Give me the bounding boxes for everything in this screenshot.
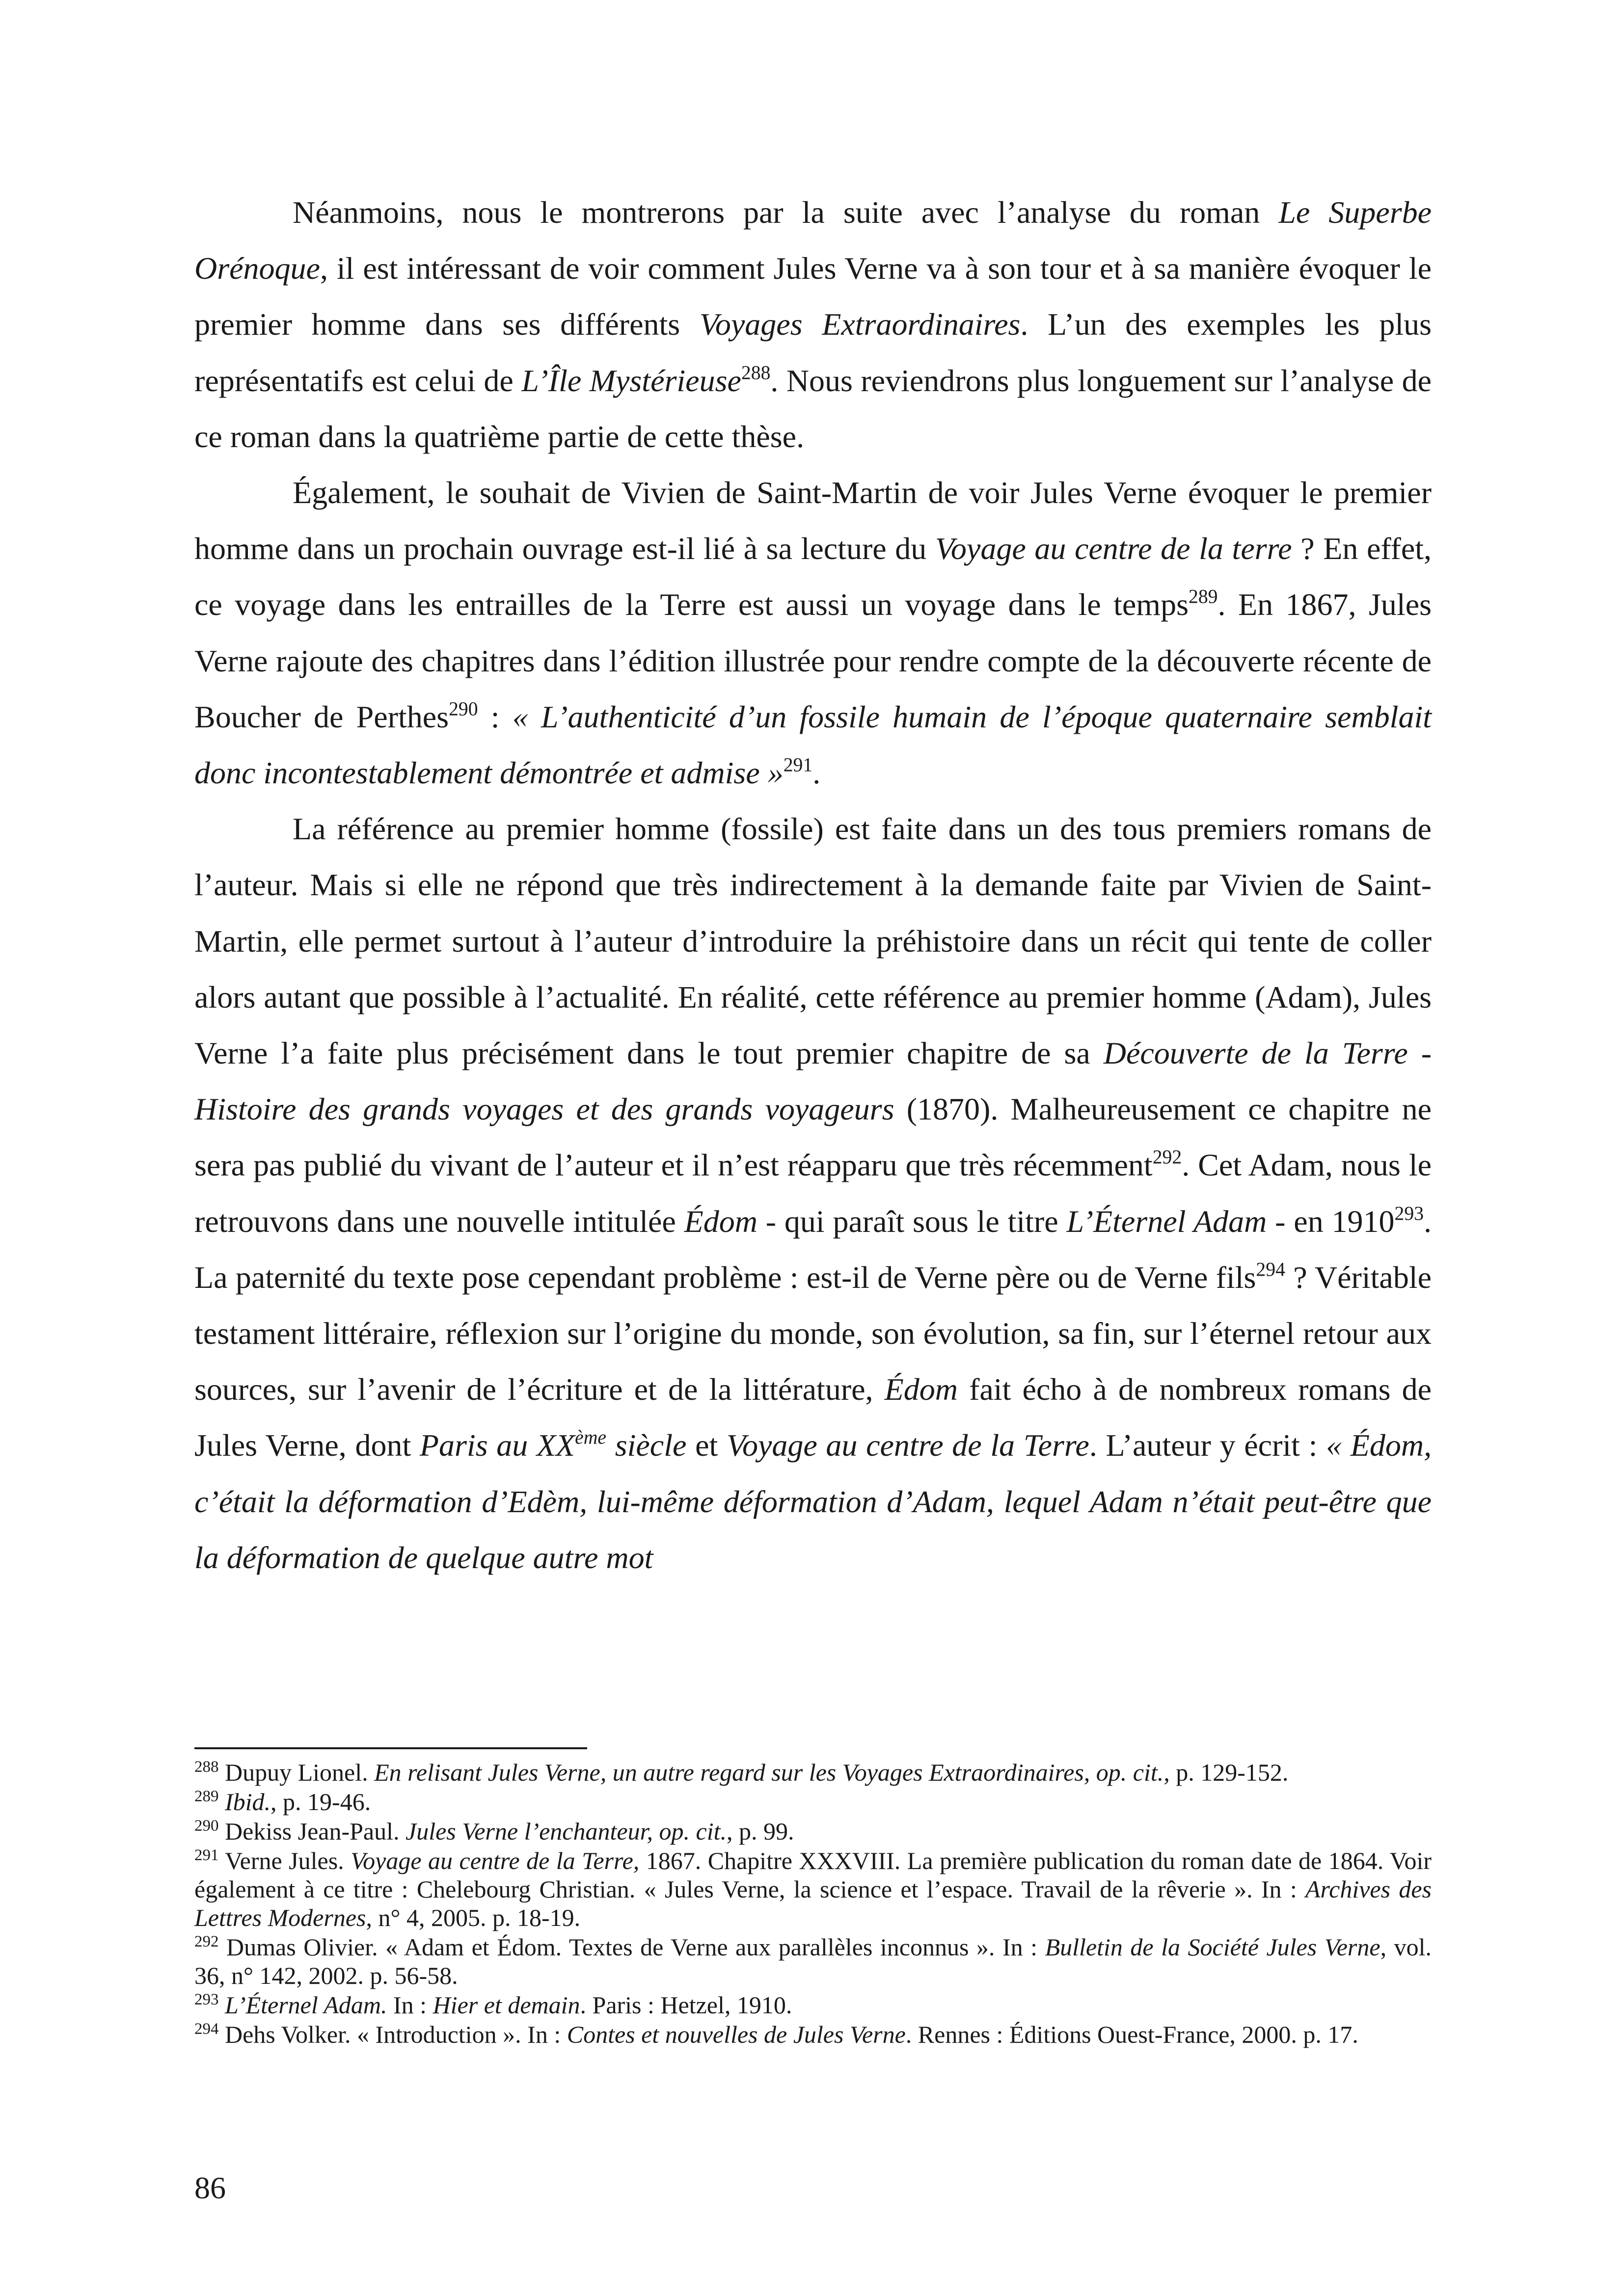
italic-text: « Édom, c’était la déformation d’Edèm, lui-même déformation d’Adam, lequel Adam n’était peut-être que la déformation de quelque autre mot (194, 1428, 1432, 1575)
italic-text: Contes et nouvelles de Jules Verne (567, 2021, 906, 2048)
footnote-number: 289 (194, 1787, 219, 1805)
footnote-reference: 292 (1152, 1146, 1182, 1168)
footnote (194, 1933, 1432, 1990)
footnote-number: 294 (194, 2020, 219, 2038)
footnote-reference: 291 (783, 754, 813, 776)
text-run: 1867. Chapitre XXXVIII. La première publication du roman date de 1864. Voir également à ce titre : Chelebourg Christian. « Jules Verne, la science et l’espace. Travail de la rêverie ». In : (194, 1847, 1432, 1903)
italic-text: L’Éternel Adam. (225, 1991, 387, 2019)
text-run: , vol. 36, n° 142, 2002. p. 56-58. (194, 1933, 1432, 1989)
italic-text: Jules Verne l’enchanteur, op. cit. (406, 1817, 727, 1845)
footnote-reference: 290 (449, 698, 478, 720)
text-run: fait écho à de nombreux romans de Jules Verne, dont (194, 1372, 1432, 1463)
text-run: . L’un des exemples les plus représentatifs est celui de (194, 307, 1432, 398)
text-run: . L’auteur y écrit : (1089, 1428, 1326, 1463)
footnote-text (225, 1788, 371, 1815)
text-run: . La paternité du texte pose cependant problème : est-il de Verne père ou de Verne fils (194, 1203, 1432, 1295)
text-run: La référence au premier homme (fossile) est faite dans un des tous premiers romans de l’auteur. Mais si elle ne répond que très indirectement à la demande faite par Vivien de Saint-Martin, elle permet surtout à l’auteur d’introduire la préhistoire dans un récit qui tente de coller alors autant que possible à l’actualité. En réalité, cette référence au premier homme (Adam), Jules Verne l’a faite plus précisément dans le tout premier chapitre de sa (194, 811, 1432, 1071)
footnote-reference: ème (575, 1426, 607, 1448)
italic-text: siècle (606, 1428, 687, 1463)
text-run: : (478, 699, 513, 734)
footnote-reference: 288 (741, 362, 771, 384)
paragraph (194, 185, 1432, 465)
paragraph (194, 465, 1432, 801)
body-text (194, 185, 1432, 1586)
text-run: , p. 19-46. (270, 1788, 371, 1815)
footnote-reference: 294 (1256, 1258, 1285, 1281)
footnote-number: 293 (194, 1990, 219, 2008)
text-run: . Nous reviendrons plus longuement sur l’analyse de ce roman dans la quatrième partie de cette thèse. (194, 363, 1432, 454)
text-run: , n° 4, 2005. p. 18-19. (366, 1904, 581, 1931)
paragraph (194, 801, 1432, 1586)
text-run: Dehs Volker. « Introduction ». In : (225, 2021, 567, 2048)
text-run: In : (387, 1991, 433, 2019)
page-number: 86 (194, 2170, 226, 2205)
text-run: Dekiss Jean-Paul. (225, 1817, 406, 1845)
text-run: - qui paraît sous le titre (757, 1203, 1067, 1239)
footnotes (194, 1758, 1432, 2050)
italic-text: L’Éternel Adam (1066, 1203, 1267, 1239)
italic-text: Hier et demain (433, 1991, 580, 2019)
footnote-text (225, 2021, 1358, 2048)
footnote-text (194, 1933, 1432, 1989)
text-run: . (812, 755, 821, 791)
italic-text: Voyages Extraordinaires (699, 307, 1021, 342)
footnote-number: 291 (194, 1846, 219, 1864)
italic-text: En relisant Jules Verne, un autre regard sur les Voyages Extraordinaires, op. cit., (374, 1759, 1170, 1786)
italic-text: « L’authenticité d’un fossile humain de l’époque quaternaire semblait donc incontestablement démontrée et admise » (194, 699, 1432, 791)
text-run: Dupuy Lionel. (225, 1759, 375, 1786)
italic-text: Paris au XX (419, 1428, 575, 1463)
italic-text: Bulletin de la Société Jules Verne (1045, 1933, 1380, 1961)
footnote (194, 1846, 1432, 1932)
footnote (194, 1788, 1432, 1816)
footnote-number: 292 (194, 1932, 219, 1950)
text-run: et (686, 1428, 727, 1463)
text-run: p. 129-152. (1169, 1759, 1289, 1786)
footnote-text (225, 1991, 792, 2019)
footnote (194, 1991, 1432, 2019)
footnote-text (225, 1759, 1288, 1786)
footnote (194, 1817, 1432, 1845)
text-run: . Paris : Hetzel, 1910. (580, 1991, 792, 2019)
text-run: Également, le souhait de Vivien de Saint-Martin de voir Jules Verne évoquer le premier homme dans un prochain ouvrage est-il lié à sa lecture du (194, 475, 1432, 566)
text-run: , il est intéressant de voir comment Jules Verne va à son tour et à sa manière évoquer le premier homme dans ses différents (194, 251, 1432, 342)
footnote-text (194, 1847, 1432, 1931)
italic-text: Voyage au centre de la terre (935, 531, 1292, 566)
text-run: (1870). Malheureusement ce chapitre ne sera pas publié du vivant de l’auteur et il n’est réapparu que très récemment (194, 1092, 1432, 1183)
text-run: ? En effet, ce voyage dans les entrailles de la Terre est aussi un voyage dans le temps (194, 531, 1432, 622)
footnote-number: 290 (194, 1816, 219, 1835)
italic-text: Archives des Lettres Modernes (194, 1875, 1432, 1931)
footnote-number: 288 (194, 1758, 219, 1776)
footnote-reference: 293 (1394, 1202, 1424, 1225)
italic-text: Voyage au centre de la Terre, (351, 1847, 640, 1874)
italic-text: Édom (884, 1372, 958, 1407)
text-run: . Cet Adam, nous le retrouvons dans une nouvelle intitulée (194, 1148, 1432, 1239)
text-run: , p. 99. (726, 1817, 794, 1845)
footnote-text (225, 1817, 794, 1845)
footnote (194, 2020, 1432, 2049)
text-run: . Rennes : Éditions Ouest-France, 2000. p. 17. (905, 2021, 1358, 2048)
italic-text: Édom (684, 1203, 757, 1239)
italic-text: Le Superbe Orénoque (194, 195, 1432, 286)
text-run: ? Véritable testament littéraire, réflexion sur l’origine du monde, son évolution, sa fin, sur l’éternel retour aux sources, sur l’avenir de l’écriture et de la littérature, (194, 1259, 1432, 1407)
italic-text: L’Île Mystérieuse (521, 363, 741, 398)
text-run: Dumas Olivier. « Adam et Édom. Textes de Verne aux parallèles inconnus ». In : (226, 1933, 1045, 1961)
italic-text: Ibid. (225, 1788, 271, 1815)
italic-text: Découverte de la Terre - Histoire des grands voyages et des grands voyageurs (194, 1036, 1432, 1127)
footnote-reference: 289 (1188, 586, 1218, 608)
italic-text: Voyage au centre de la Terre (726, 1428, 1089, 1463)
text-run: Néanmoins, nous le montrerons par la suite avec l’analyse du roman (293, 195, 1279, 230)
footnote-separator (194, 1747, 587, 1749)
text-run: . En 1867, Jules Verne rajoute des chapitres dans l’édition illustrée pour rendre compte de la découverte récente de Boucher de Perthes (194, 587, 1432, 734)
text-run: - en 1910 (1267, 1203, 1395, 1239)
footnote (194, 1758, 1432, 1787)
text-run: Verne Jules. (225, 1847, 351, 1874)
